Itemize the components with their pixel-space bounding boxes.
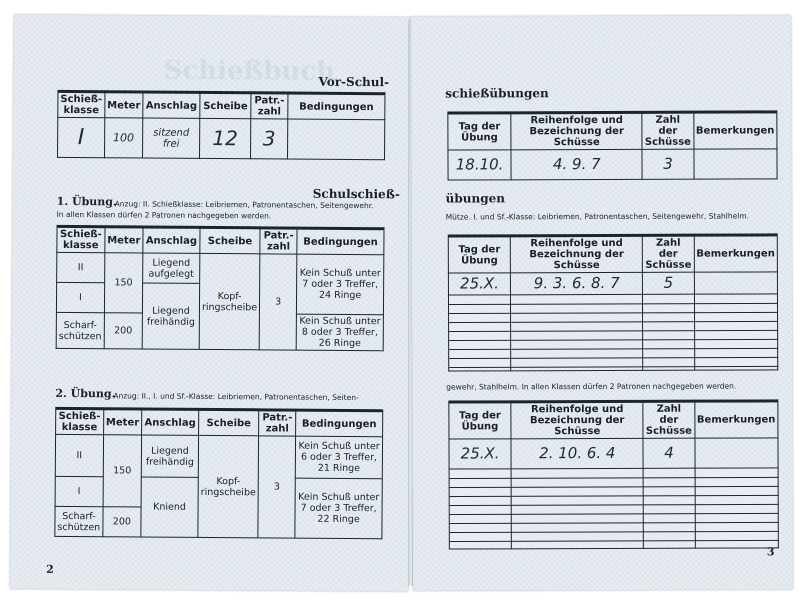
page-number-left: 2	[46, 562, 54, 576]
col-meter: Meter	[105, 92, 143, 118]
col-scheibe: Scheibe	[200, 92, 251, 118]
nachgegeben-note: gewehr, Stahlhelm. In allen Klassen dürfen 2 Patronen nachgegeben werden.	[446, 381, 737, 392]
table-row: 25.X. 2. 10. 6. 4 4	[449, 438, 778, 469]
blank-ruled-rows	[448, 294, 777, 371]
uebung1-table: Schieß-klasse Meter Anschlag Scheibe Patr.-zahl Bedingungen II 150 Liegend aufgelegt Kopf-ringscheibe 3 Kein Schuß unter 7 oder 3 Treffer, 24 Ringe I Liegend freihändig Scharf-schützen 200 Kein Schuß unter 8 oder 3 Treffer, 26 Ringe	[56, 225, 385, 351]
table-row: I Kniend Kein Schuß unter 7 oder 3 Treffer, 22 Ringe	[55, 476, 382, 508]
anzug-note: Mütze. I. und Sf.-Klasse: Leibriemen, Patronentaschen, Seitengewehr, Stahlhelm.	[445, 211, 750, 222]
bleed-through-text: Schießbuch	[163, 55, 336, 87]
col-bedingungen: Bedingungen	[288, 93, 385, 120]
uebung1-note-2: In allen Klassen dürfen 2 Patronen nachgegeben werden.	[56, 209, 272, 221]
table-row: 25.X. 9. 3. 6. 8. 7 5	[448, 272, 777, 295]
table-row: I 100 sitzend frei 12 3	[58, 117, 385, 159]
table-row: 18.10. 4. 9. 7 3	[448, 149, 777, 180]
col-klasse: Schieß-klasse	[58, 91, 105, 117]
table-row: Scharf-schützen 200	[55, 506, 382, 538]
schiessuebungen-table-1: Tag der Übung Reihenfolge und Bezeichnung der Schüsse Zahl der Schüsse Bemerkungen 18.10. 4. 9. 7 3	[447, 110, 777, 180]
table-row: Scharf-schützen 200 Kein Schuß unter 8 oder 3 Treffer, 26 Ringe	[56, 312, 383, 350]
table-row: II 150 Liegend aufgelegt Kopf-ringscheibe 3 Kein Schuß unter 7 oder 3 Treffer, 24 Ringe	[57, 252, 384, 284]
schiessuebungen-table-3: Tag der Übung Reihenfolge und Bezeichnung der Schüsse Zahl der Schüsse Bemerkungen 25.X. 2. 10. 6. 4 4	[448, 399, 779, 549]
open-booklet	[8, 6, 794, 598]
right-page	[411, 15, 793, 590]
uebung2-heading: 2. Übung.	[55, 386, 116, 401]
blank-ruled-rows	[449, 468, 778, 549]
vor-schul-table	[57, 90, 385, 160]
uebung2-table: Schieß-klasse Meter Anschlag Scheibe Patr.-zahl Bedingungen II 150 Liegend freihändig Kopf-ringscheibe 3 Kein Schuß unter 6 oder 3 Treffer, 21 Ringe I Kniend Kein Schuß unter 7 oder 3 Treffer, 22 Ringe Scharf-schützen 200	[54, 407, 383, 539]
schiessuebungen-table-2: Tag der Übung Reihenfolge und Bezeichnung der Schüsse Zahl der Schüsse Bemerkungen 25.X. 9. 3. 6. 8. 7 5	[448, 233, 778, 371]
page-number-right: 3	[766, 545, 775, 559]
col-anschlag: Anschlag	[143, 92, 200, 118]
uebung1-heading: 1. Übung.	[56, 194, 117, 209]
schiessuebungen-heading: schießübungen	[445, 86, 549, 101]
uebung1-note: Anzug: II. Schießklasse: Leibriemen, Patronentaschen, Seitengewehr.	[114, 199, 374, 211]
vor-schul-heading: Vor-Schul-	[318, 74, 390, 90]
col-patr: Patr.-zahl	[251, 93, 288, 119]
uebungen-heading: übungen	[445, 191, 505, 206]
schulschiess-heading: Schulschieß-	[312, 186, 400, 202]
uebung2-note: Anzug: II., I. und Sf.-Klasse: Leibriemen, Patronentaschen, Seiten-	[113, 391, 359, 403]
table-row: II 150 Liegend freihändig Kopf-ringscheibe 3 Kein Schuß unter 6 oder 3 Treffer, 21 Ringe	[55, 434, 382, 478]
left-page	[10, 15, 412, 592]
table-row: I Liegend freihändig	[56, 282, 383, 314]
